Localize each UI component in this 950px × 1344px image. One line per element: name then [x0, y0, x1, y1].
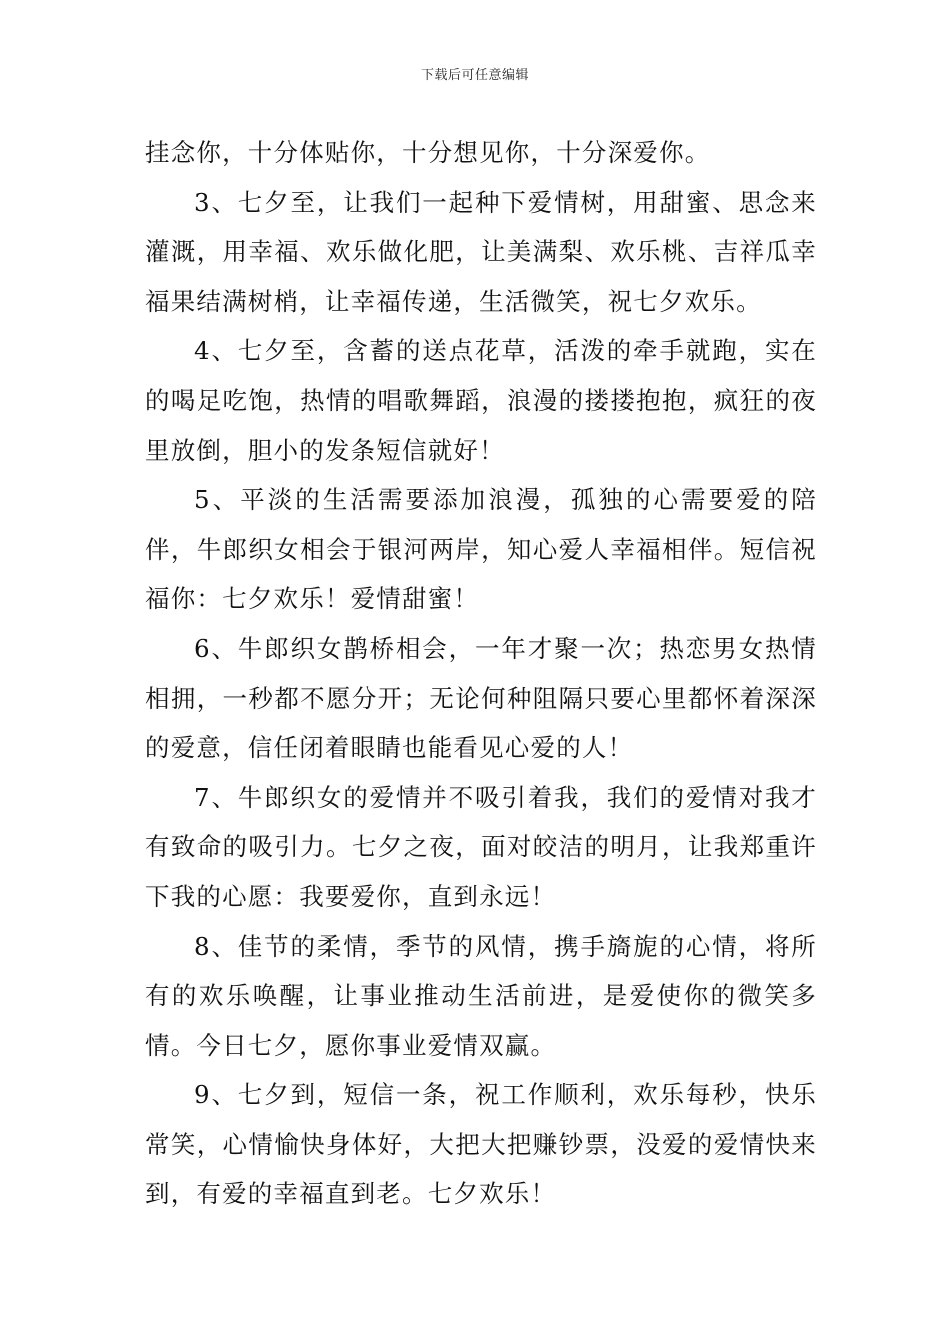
page-header: 下载后可任意编辑 — [420, 68, 529, 83]
paragraph-item-6: 6、牛郎织女鹊桥相会，一年才聚一次；热恋男女热情相拥，一秒都不愿分开；无论何种阻隔只要心里都怀着深深的爱意，信任闭着眼睛也能看见心爱的人！ — [145, 633, 817, 763]
paragraph-item-8: 8、佳节的柔情，季节的风情，携手旖旎的心情，将所有的欢乐唤醒，让事业推动生活前进，是爱使你的微笑多情。今日七夕，愿你事业爱情双赢。 — [145, 931, 817, 1060]
paragraph-item-3: 3、七夕至，让我们一起种下爱情树，用甜蜜、思念来灌溉，用幸福、欢乐做化肥，让美满梨、欢乐桃、吉祥瓜幸福果结满树梢，让幸福传递，生活微笑，祝七夕欢乐。 — [145, 187, 817, 316]
paragraph-item-5: 5、平淡的生活需要添加浪漫，孤独的心需要爱的陪伴，牛郎织女相会于银河两岸，知心爱人幸福相伴。短信祝福你：七夕欢乐！爱情甜蜜！ — [145, 485, 817, 614]
document-body — [145, 128, 817, 1219]
paragraph-item-4: 4、七夕至，含蓄的送点花草，活泼的牵手就跑，实在的喝足吃饱，热情的唱歌舞蹈，浪漫的搂搂抱抱，疯狂的夜里放倒，胆小的发条短信就好！ — [145, 336, 817, 465]
paragraph-continued: 挂念你，十分体贴你，十分想见你，十分深爱你。 — [145, 138, 711, 167]
paragraph-item-9: 9、七夕到，短信一条，祝工作顺利，欢乐每秒，快乐常笑，心情愉快身体好，大把大把赚钞票，没爱的爱情快来到，有爱的幸福直到老。七夕欢乐！ — [145, 1080, 817, 1209]
paragraph-item-7: 7、牛郎织女的爱情并不吸引着我，我们的爱情对我才有致命的吸引力。七夕之夜，面对皎洁的明月，让我郑重许下我的心愿：我要爱你，直到永远！ — [145, 782, 817, 911]
